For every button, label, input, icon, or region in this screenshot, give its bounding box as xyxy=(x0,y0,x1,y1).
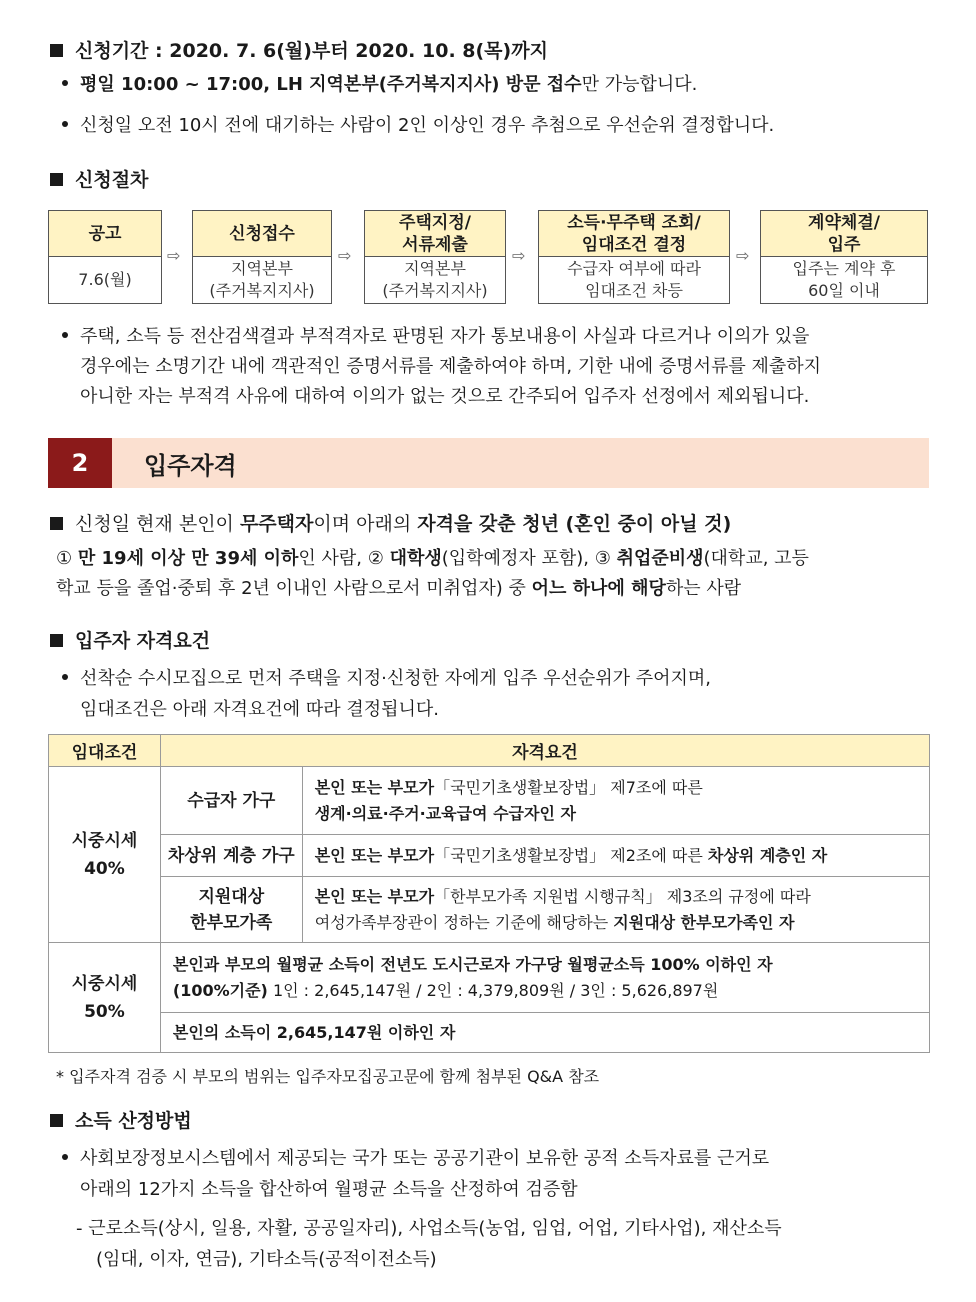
arrow-right-icon: ⇨ xyxy=(736,246,750,265)
income-line-2: 아래의 12가지 소득을 합산하여 월평균 소득을 산정하여 검증함 xyxy=(80,1179,578,1200)
eligibility-criteria-line-2: 학교 등을 졸업·중퇴 후 2년 이내인 사람으로서 미취업자) 중 어느 하나에 해당하는 사람 xyxy=(56,578,742,599)
requirement-cell: 본인 또는 부모가「한부모가족 지원법 시행규칙」 제3조의 규정에 따라 여성가족부장관이 정하는 기준에 해당하는 지원대상 한부모가족인 자 xyxy=(302,877,929,943)
sub-category-cell: 지원대상 한부모가족 xyxy=(160,877,302,943)
table-row xyxy=(49,877,930,943)
apply-period-line-1: 평일 10:00 ~ 17:00, LH 지역본부(주거복지지사) 방문 접수만 가능합니다. xyxy=(62,70,697,100)
requirements-table xyxy=(48,734,930,1053)
square-bullet-icon xyxy=(50,44,63,57)
bullet-dot-icon xyxy=(62,674,68,680)
bullet-dot-icon xyxy=(62,1154,68,1160)
bullet-dot-icon xyxy=(62,121,68,127)
flow-step-2 xyxy=(192,210,332,304)
apply-period-line-2: 신청일 오전 10시 전에 대기하는 사람이 2인 이상인 경우 추첨으로 우선순위 결정합니다. xyxy=(62,111,774,141)
section-number: 2 xyxy=(48,438,112,488)
income-heading: 소득 산정방법 xyxy=(50,1106,192,1133)
income-line-1: 사회보장정보시스템에서 제공되는 국가 또는 공공기관이 보유한 공적 소득자료를 근거로 xyxy=(62,1144,769,1174)
requirement-cell: 본인의 소득이 2,645,147원 이하인 자 xyxy=(160,1013,929,1053)
table-header-condition: 임대조건 xyxy=(49,735,161,767)
square-bullet-icon xyxy=(50,1114,63,1127)
square-bullet-icon xyxy=(50,517,63,530)
table-row xyxy=(49,767,930,835)
table-row xyxy=(49,943,930,1013)
income-line-4: (임대, 이자, 연금), 기타소득(공적이전소득) xyxy=(96,1249,437,1270)
requirements-note: * 입주자격 검증 시 부모의 범위는 입주자모집공고문에 함께 첨부된 Q&A 참조 xyxy=(56,1067,600,1086)
arrow-right-icon: ⇨ xyxy=(338,246,352,265)
procedure-notice-line-3: 아니한 자는 부적격 사유에 대하여 이의가 없는 것으로 간주되어 입주자 선정에서 제외됩니다. xyxy=(80,386,810,407)
procedure-heading: 신청절차 xyxy=(50,165,148,192)
table-row xyxy=(49,1013,930,1053)
section-band xyxy=(48,438,929,488)
eligibility-criteria-line-1: ① 만 19세 이상 만 39세 이하인 사람, ② 대학생(입학예정자 포함), ③ 취업준비생(대학교, 고등 xyxy=(56,548,809,569)
apply-period-dates: 2020. 7. 6(월)부터 2020. 10. 8(목)까지 xyxy=(169,40,548,62)
flow-step-desc: 수급자 여부에 따라 임대조건 차등 xyxy=(567,259,701,300)
flow-step-title: 계약체결/ 입주 xyxy=(761,211,927,257)
square-bullet-icon xyxy=(50,634,63,647)
flow-step-1 xyxy=(48,210,162,304)
bullet-dot-icon xyxy=(62,80,68,86)
requirement-cell: 본인과 부모의 월평균 소득이 전년도 도시근로자 가구당 월평균소득 100% 이하인 자 (100%기준) 1인 : 2,645,147원 / 2인 : 4,379,809원 / 3인 : 5,626,897원 xyxy=(160,943,929,1013)
requirement-cell: 본인 또는 부모가「국민기초생활보장법」 제2조에 따른 차상위 계층인 자 xyxy=(302,835,929,877)
apply-period-label: 신청기간 : xyxy=(75,40,163,62)
sub-category-cell: 차상위 계층 가구 xyxy=(160,835,302,877)
flow-step-desc: 입주는 계약 후 60일 이내 xyxy=(792,259,896,300)
flow-step-desc: 지역본부 (주거복지지사) xyxy=(209,259,315,300)
rate-50-cell: 시중시세 50% xyxy=(49,943,161,1053)
square-bullet-icon xyxy=(50,173,63,186)
flow-step-3 xyxy=(364,210,506,304)
rate-40-cell: 시중시세 40% xyxy=(49,767,161,943)
table-row xyxy=(49,835,930,877)
table-header-row xyxy=(49,735,930,767)
flow-step-title: 공고 xyxy=(49,211,161,257)
eligibility-heading: 신청일 현재 본인이 무주택자이며 아래의 자격을 갖춘 청년 (혼인 중이 아닐 것) xyxy=(50,509,731,536)
requirements-intro-line-1: 선착순 수시모집으로 먼저 주택을 지정·신청한 자에게 입주 우선순위가 주어지며, xyxy=(62,664,711,694)
flow-step-desc: 7.6(월) xyxy=(78,270,132,289)
requirements-heading: 입주자 자격요건 xyxy=(50,626,210,653)
flow-step-title: 신청접수 xyxy=(193,211,331,257)
procedure-notice-line-2: 경우에는 소명기간 내에 객관적인 증명서류를 제출하여야 하며, 기한 내에 증명서류를 제출하지 xyxy=(80,356,822,377)
flow-step-4 xyxy=(538,210,730,304)
requirement-cell: 본인 또는 부모가「국민기초생활보장법」 제7조에 따른 생계·의료·주거·교육급여 수급자인 자 xyxy=(302,767,929,835)
flow-step-5 xyxy=(760,210,928,304)
arrow-right-icon: ⇨ xyxy=(167,246,181,265)
bullet-dot-icon xyxy=(62,332,68,338)
sub-category-cell: 수급자 가구 xyxy=(160,767,302,835)
table-header-requirements: 자격요건 xyxy=(160,735,929,767)
apply-period-heading xyxy=(50,36,548,63)
requirements-intro-line-2: 임대조건은 아래 자격요건에 따라 결정됩니다. xyxy=(80,699,439,720)
flow-step-title: 주택지정/ 서류제출 xyxy=(365,211,505,257)
procedure-notice-line-1: 주택, 소득 등 전산검색결과 부적격자로 판명된 자가 통보내용이 사실과 다르거나 이의가 있을 xyxy=(62,322,809,352)
income-line-3: - 근로소득(상시, 일용, 자활, 공공일자리), 사업소득(농업, 임업, 어업, 기타사업), 재산소득 xyxy=(76,1218,782,1239)
flow-step-title: 소득·무주택 조회/ 임대조건 결정 xyxy=(539,211,729,257)
arrow-right-icon: ⇨ xyxy=(512,246,526,265)
section-title: 입주자격 xyxy=(144,451,237,480)
flow-step-desc: 지역본부 (주거복지지사) xyxy=(382,259,488,300)
